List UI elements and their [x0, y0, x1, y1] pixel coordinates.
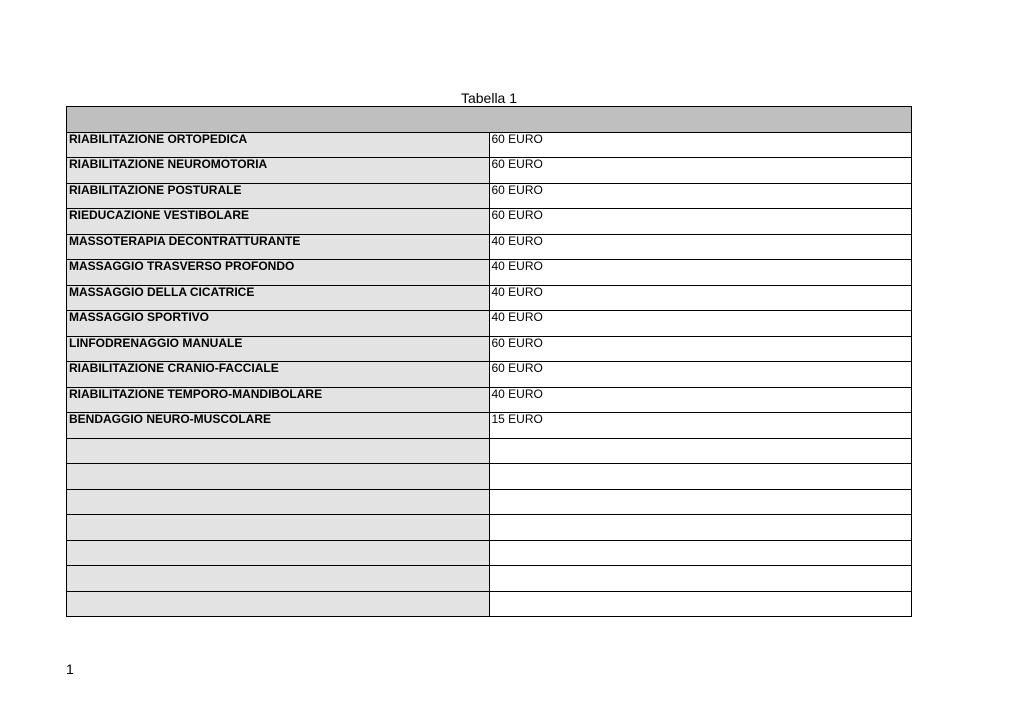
service-name-cell: MASSAGGIO DELLA CICATRICE: [67, 285, 490, 311]
price-cell: [489, 591, 912, 617]
table-row: [67, 209, 912, 235]
price-cell: 40 EURO: [489, 260, 912, 286]
table-row: [67, 132, 912, 158]
service-name-cell: LINFODRENAGGIO MANUALE: [67, 336, 490, 362]
price-cell: 60 EURO: [489, 158, 912, 184]
price-cell: [489, 566, 912, 592]
service-name-cell: [67, 438, 490, 464]
table-row: [67, 362, 912, 388]
table-header-row: [67, 107, 912, 133]
price-cell: 60 EURO: [489, 362, 912, 388]
table-header-cell: [67, 107, 912, 133]
price-cell: 15 EURO: [489, 413, 912, 439]
service-name-cell: RIEDUCAZIONE VESTIBOLARE: [67, 209, 490, 235]
price-cell: [489, 540, 912, 566]
table-row: [67, 336, 912, 362]
table-row: [67, 158, 912, 184]
price-cell: 60 EURO: [489, 336, 912, 362]
service-name-cell: [67, 515, 490, 541]
price-cell: [489, 515, 912, 541]
table-row: [67, 540, 912, 566]
table-row: [67, 183, 912, 209]
table-row: [67, 311, 912, 337]
price-cell: [489, 438, 912, 464]
price-cell: 40 EURO: [489, 285, 912, 311]
table-row: [67, 515, 912, 541]
price-cell: [489, 464, 912, 490]
price-cell: 60 EURO: [489, 209, 912, 235]
service-name-cell: RIABILITAZIONE NEUROMOTORIA: [67, 158, 490, 184]
price-table: [66, 106, 912, 617]
table-body: [67, 107, 912, 617]
table-row: [67, 489, 912, 515]
price-cell: 40 EURO: [489, 234, 912, 260]
table-row: [67, 285, 912, 311]
price-cell: 60 EURO: [489, 132, 912, 158]
table-row: [67, 387, 912, 413]
page-number: 1: [66, 661, 74, 677]
service-name-cell: [67, 540, 490, 566]
price-cell: 60 EURO: [489, 183, 912, 209]
price-cell: [489, 489, 912, 515]
table-row: [67, 464, 912, 490]
service-name-cell: [67, 464, 490, 490]
table-row: [67, 591, 912, 617]
table-title: Tabella 1: [460, 90, 518, 106]
table-row: [67, 413, 912, 439]
service-name-cell: RIABILITAZIONE TEMPORO-MANDIBOLARE: [67, 387, 490, 413]
service-name-cell: RIABILITAZIONE ORTOPEDICA: [67, 132, 490, 158]
price-cell: 40 EURO: [489, 387, 912, 413]
price-cell: 40 EURO: [489, 311, 912, 337]
service-name-cell: [67, 566, 490, 592]
table-row: [67, 566, 912, 592]
service-name-cell: MASSAGGIO TRASVERSO PROFONDO: [67, 260, 490, 286]
service-name-cell: [67, 591, 490, 617]
service-name-cell: MASSOTERAPIA DECONTRATTURANTE: [67, 234, 490, 260]
service-name-cell: [67, 489, 490, 515]
service-name-cell: BENDAGGIO NEURO-MUSCOLARE: [67, 413, 490, 439]
service-name-cell: MASSAGGIO SPORTIVO: [67, 311, 490, 337]
service-name-cell: RIABILITAZIONE CRANIO-FACCIALE: [67, 362, 490, 388]
service-name-cell: RIABILITAZIONE POSTURALE: [67, 183, 490, 209]
table-row: [67, 234, 912, 260]
table-row: [67, 260, 912, 286]
table-row: [67, 438, 912, 464]
